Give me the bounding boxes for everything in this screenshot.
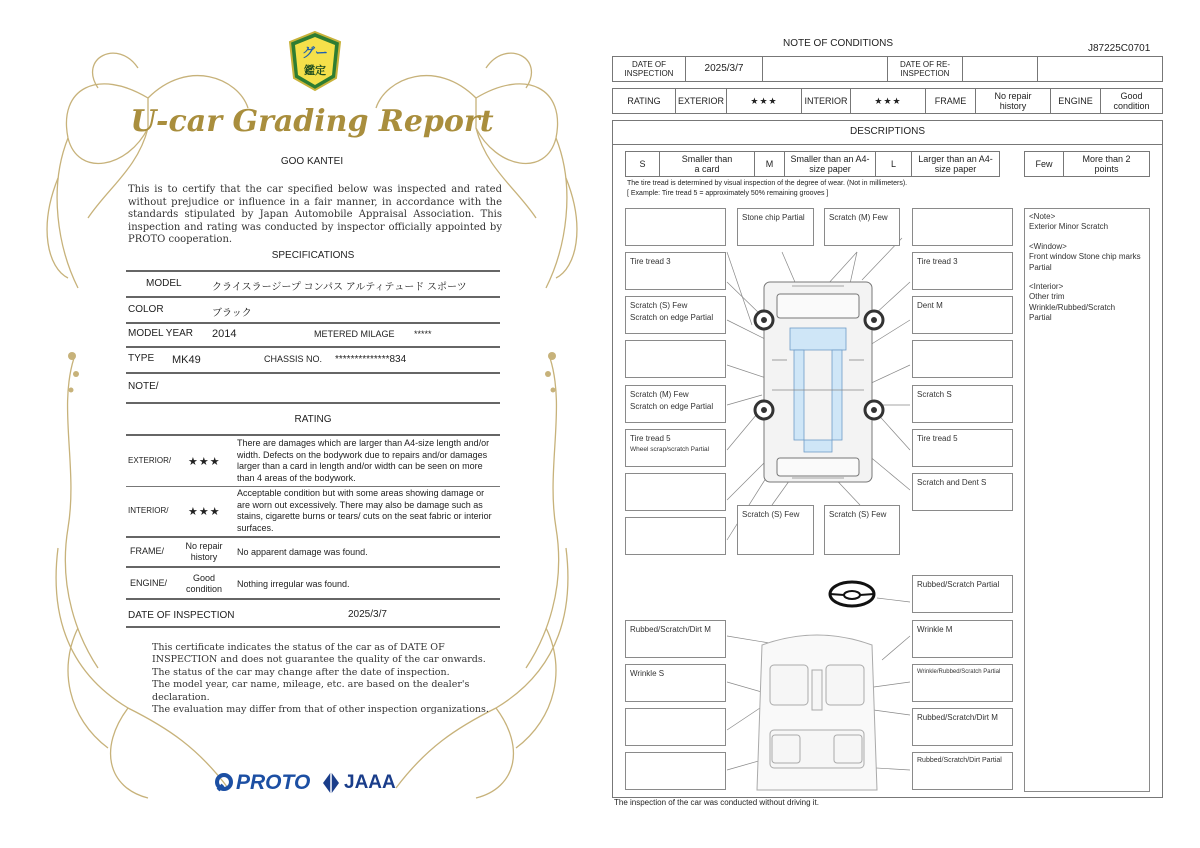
legend-m: M <box>754 151 785 177</box>
interior-stars: ★★★ <box>850 88 926 114</box>
damage-box-top-mid-right <box>824 208 900 246</box>
exterior-stars: ★★★ <box>726 88 802 114</box>
color-label: COLOR <box>128 304 164 315</box>
interior-label: INTERIOR <box>801 88 851 114</box>
damage-box-right-4 <box>912 385 1013 423</box>
exterior-label: EXTERIOR/ <box>128 456 172 465</box>
legend-few: Few <box>1024 151 1064 177</box>
legend-m-text: Smaller than an A4-size paper <box>784 151 876 177</box>
damage-box-interior-right-1 <box>912 620 1013 658</box>
damage-text: Rubbed/Scratch/Dirt Partial <box>917 757 1002 764</box>
damage-box <box>912 208 1013 246</box>
interior-desc: Acceptable condition but with some areas showing damage or are worn out excessively. There may also be damage such as stains, cigarette burns or tears/ cuts on the seat fabric or interior surfaces. <box>237 488 492 533</box>
proto-wordmark: PROTO <box>236 771 311 794</box>
badge-top-text: グー <box>301 45 328 60</box>
report-title: U-car Grading Report <box>130 104 494 139</box>
steering-wheel-icon <box>830 582 874 606</box>
footer-line: This certificate indicates the status of the car as of DATE OF <box>152 642 445 653</box>
note-heading: <Note> <box>1029 212 1056 221</box>
empty-cell <box>762 56 888 82</box>
damage-text: Rubbed/Scratch Partial <box>917 580 1000 589</box>
interior-stars: ★★★ <box>188 505 221 518</box>
damage-text: Rubbed/Scratch/Dirt M <box>917 713 998 722</box>
date-insp-label: DATE OF INSPECTION <box>612 56 686 82</box>
damage-box-left-tire-rear <box>625 429 726 467</box>
window-heading: <Window> <box>1029 241 1067 251</box>
damage-text: Scratch and Dent S <box>917 478 987 487</box>
damage-text: Tire tread 5 <box>917 434 958 443</box>
damage-box-left-2 <box>625 296 726 334</box>
empty-cell <box>1037 56 1163 82</box>
divider <box>612 144 1163 145</box>
legend-s: S <box>625 151 660 177</box>
damage-box <box>625 708 726 746</box>
legend-l: L <box>875 151 912 177</box>
damage-box-steering <box>912 575 1013 613</box>
rating-label: RATING <box>612 88 676 114</box>
damage-box <box>625 752 726 790</box>
notes-panel <box>1024 208 1150 792</box>
damage-text: Scratch (M) Few <box>829 213 888 222</box>
interior-heading: <Interior> <box>1029 281 1064 291</box>
damage-box-right-2 <box>912 296 1013 334</box>
chassis-value: **************834 <box>335 354 407 365</box>
damage-text: Scratch (S) Few Scratch on edge Partial <box>630 301 714 322</box>
damage-text: Tire tread 3 <box>630 257 671 266</box>
interior-text: Other trim <box>1029 292 1065 302</box>
damage-box-interior-right-3 <box>912 708 1013 746</box>
damage-box-interior-left-2 <box>625 664 726 702</box>
legend-s-text: Smaller than a card <box>659 151 755 177</box>
date-reinsp-label: DATE OF RE-INSPECTION <box>887 56 963 82</box>
report-subtitle: GOO KANTEI <box>280 156 344 167</box>
damage-text: Scratch S <box>917 390 952 399</box>
rating-heading: RATING <box>294 414 332 425</box>
tread-note-2: [ Example: Tire tread 5 = approximately 50% remaining grooves ] <box>627 190 829 197</box>
date-insp-value: 2025/3/7 <box>685 56 763 82</box>
footer-line: The model year, car name, mileage, etc. are based on the dealer's <box>152 679 470 691</box>
damage-text: Scratch (S) Few <box>742 510 800 519</box>
frame-value: No repair history <box>975 88 1051 114</box>
type-label: TYPE <box>128 353 155 364</box>
footer-line: INSPECTION and does not guarantee the quality of the car onwards. <box>152 654 486 666</box>
badge-bottom-text: 鑑定 <box>304 65 326 77</box>
damage-box <box>625 473 726 511</box>
frame-label: FRAME <box>925 88 976 114</box>
damage-box-interior-right-2 <box>912 664 1013 702</box>
type-value: MK49 <box>172 354 201 366</box>
damage-subtext: Wheel scrap/scratch Partial <box>630 445 710 453</box>
model-label: MODEL <box>146 278 182 289</box>
frame-label: FRAME/ <box>130 546 165 556</box>
damage-box-right-tire-rear <box>912 429 1013 467</box>
damage-text: Dent M <box>917 301 943 310</box>
damage-box-interior-right-4 <box>912 752 1013 790</box>
damage-box-left-tire-front <box>625 252 726 290</box>
damage-box <box>625 208 726 246</box>
mileage-value: ***** <box>414 329 432 339</box>
model-year-label: MODEL YEAR <box>128 328 194 339</box>
sheet-footer: The inspection of the car was conducted without driving it. <box>614 798 819 807</box>
damage-text: Stone chip Partial <box>742 213 805 222</box>
sheet-title: NOTE OF CONDITIONS <box>783 38 893 49</box>
exterior-label: EXTERIOR <box>675 88 727 114</box>
frame-value: No repair history <box>185 541 223 562</box>
damage-text: Tire tread 3 <box>917 257 958 266</box>
jaaa-wordmark: JAAA <box>344 772 396 793</box>
damage-text: Scratch (S) Few <box>829 510 887 519</box>
damage-box <box>912 340 1013 378</box>
color-value: ブラック <box>212 308 252 319</box>
damage-text: Tire tread 5 <box>630 434 671 443</box>
interior-text: Partial <box>1029 313 1052 323</box>
damage-box-interior-left-1 <box>625 620 726 658</box>
engine-label: ENGINE <box>1050 88 1101 114</box>
engine-value: Good condition <box>185 573 223 594</box>
damage-box-top-mid-left <box>737 208 814 246</box>
interior-label: INTERIOR/ <box>128 506 169 515</box>
damage-box-bottom-mid-right <box>824 505 900 555</box>
damage-text: Wrinkle/Rubbed/Scratch Partial <box>917 669 1001 675</box>
document-id: J87225C0701 <box>1088 43 1151 54</box>
tread-note-1: The tire tread is determined by visual inspection of the degree of wear. (Not in millimeters). <box>627 180 908 187</box>
damage-box-left-4 <box>625 385 726 423</box>
chassis-label: CHASSIS NO. <box>264 354 323 364</box>
footer-line: The evaluation may differ from that of other inspection organizations. <box>152 704 489 716</box>
engine-value: Good condition <box>1100 88 1163 114</box>
certify-text: This is to certify that the car specified below was inspected and rated without prejudice or influence in a fair manner, in accordance with the standards stipulated by Japan Automobile Appraisal Association. This inspection and rating was conducted by inspector officially appointed by PROTO cooperation. <box>128 184 502 245</box>
descriptions-heading: DESCRIPTIONS <box>849 126 925 137</box>
legend-few-text: More than 2 points <box>1063 151 1150 177</box>
window-text: Front window Stone chip marks Partial <box>1029 252 1141 272</box>
damage-box-bottom-mid-left <box>737 505 814 555</box>
damage-text: Wrinkle M <box>917 625 953 634</box>
damage-text: Scratch (M) Few Scratch on edge Partial <box>630 390 714 411</box>
exterior-desc: There are damages which are larger than A4-size length and/or width. Defects on the bodywork due to repairs and/or damages larger than a card in length and/or width can be seen on more than 4 areas of the bodywork. <box>237 438 490 483</box>
footer-line: The status of the car may change after the date of inspection. <box>152 666 450 678</box>
model-year-value: 2014 <box>212 328 237 340</box>
legend-l-text: Larger than an A4-size paper <box>911 151 1000 177</box>
note-text: Exterior Minor Scratch <box>1029 222 1109 232</box>
damage-text: Rubbed/Scratch/Dirt M <box>630 625 711 634</box>
exterior-stars: ★★★ <box>188 455 221 468</box>
footer-line: declaration. <box>152 691 210 703</box>
damage-box <box>625 517 726 555</box>
damage-box <box>625 340 726 378</box>
damage-text: Wrinkle S <box>630 669 665 678</box>
interior-text: Wrinkle/Rubbed/Scratch <box>1029 302 1116 312</box>
inspection-date-value: 2025/3/7 <box>348 609 387 620</box>
model-value: クライスラージープ コンパス アルティテュード スポーツ <box>212 282 467 293</box>
date-reinsp-value <box>962 56 1038 82</box>
inspection-date-label: DATE OF INSPECTION <box>128 610 235 621</box>
frame-desc: No apparent damage was found. <box>237 547 368 557</box>
mileage-label: METERED MILAGE <box>314 329 395 339</box>
damage-box-right-6 <box>912 473 1013 511</box>
note-label: NOTE/ <box>128 381 159 392</box>
specs-heading: SPECIFICATIONS <box>271 250 355 261</box>
engine-label: ENGINE/ <box>130 578 168 588</box>
damage-box-right-tire-front <box>912 252 1013 290</box>
engine-desc: Nothing irregular was found. <box>237 579 350 589</box>
